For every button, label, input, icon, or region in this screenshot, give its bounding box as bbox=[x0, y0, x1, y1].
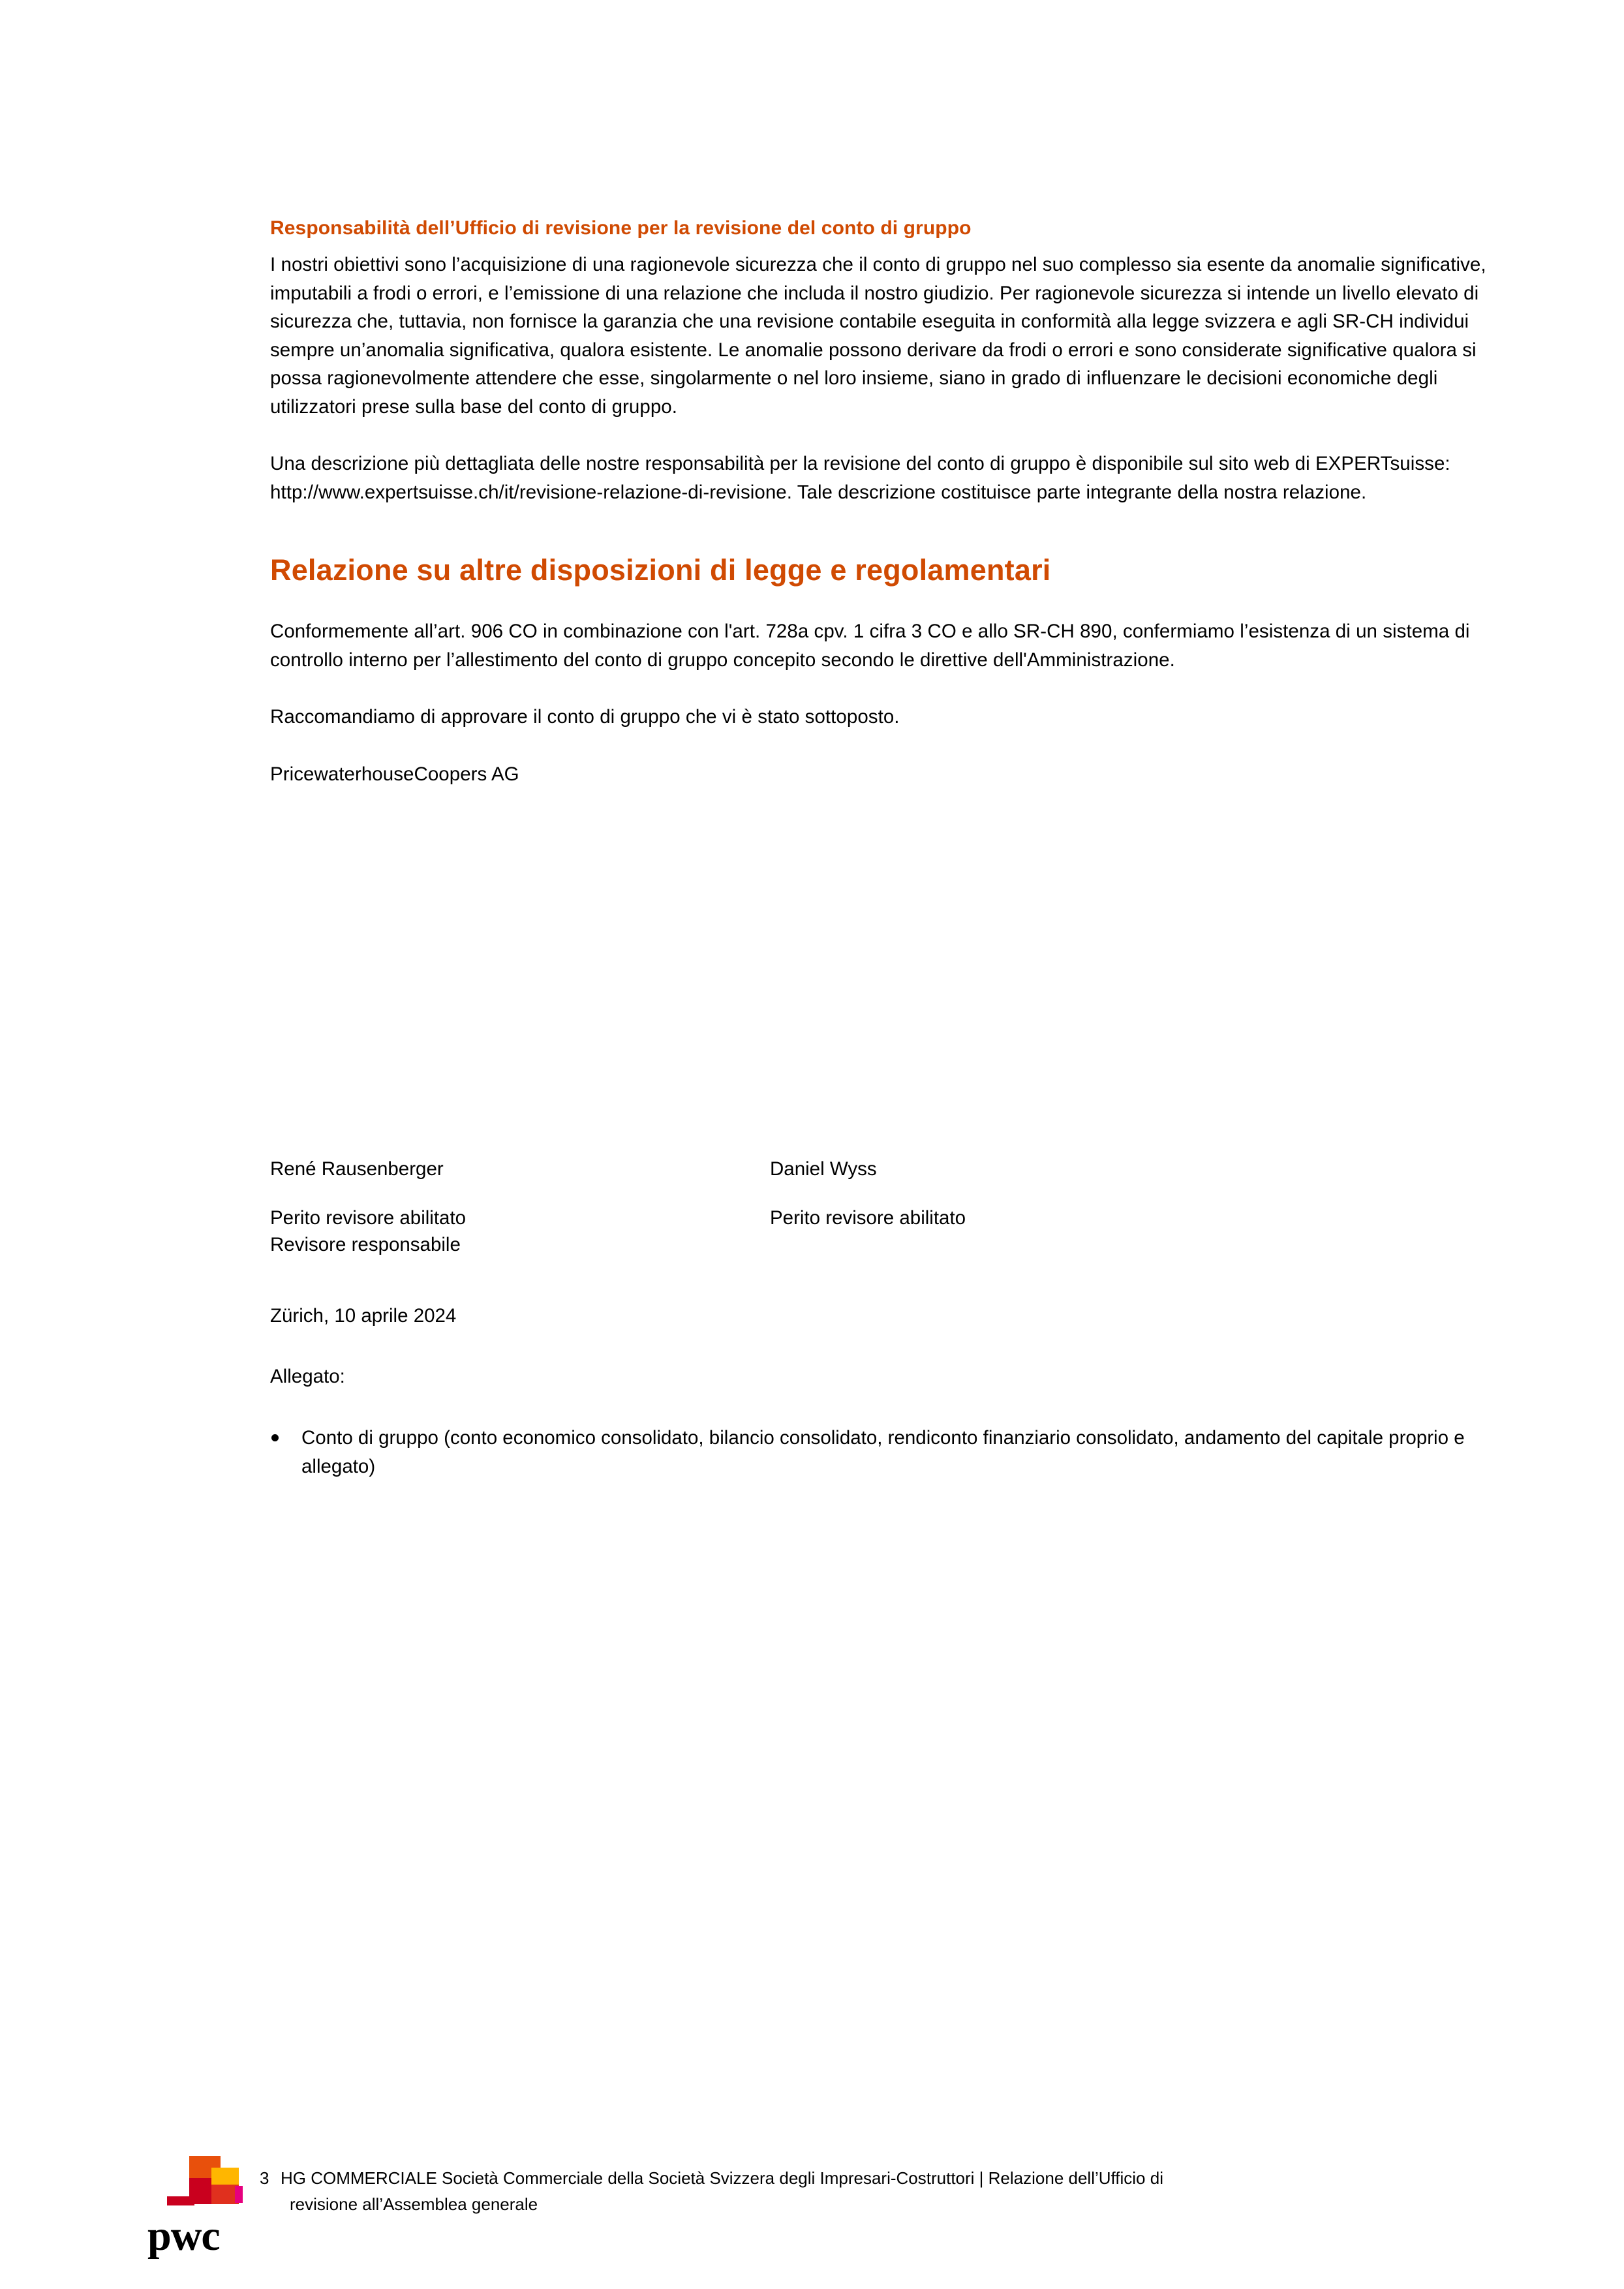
footer-line-2: revisione all’Assemblea generale bbox=[290, 2194, 538, 2214]
responsibility-paragraph-2: Una descrizione più dettagliata delle nostre responsabilità per la revisione del conto di gruppo è disponibile sul sito web di EXPERTsuisse: http://www.expertsuisse.ch/it/revisione-relazione-di-revisione. Tale descrizione costituisce parte integrante della nostra relazione. bbox=[270, 453, 1450, 503]
footer-text bbox=[260, 2165, 1539, 2217]
section-heading-other-provisions: Relazione su altre disposizioni di legge e regolamentari bbox=[270, 553, 1051, 587]
pwc-logo bbox=[147, 2152, 253, 2263]
other-provisions-paragraph-2: Raccomandiamo di approvare il conto di gruppo che vi è stato sottoposto. bbox=[270, 706, 900, 728]
paragraph-spacer-2 bbox=[270, 674, 1523, 703]
signature-column-2 bbox=[770, 1155, 1270, 1231]
heading-spacer bbox=[270, 589, 1523, 617]
other-provisions-paragraph-1: Conformemente all’art. 906 CO in combinazione con l'art. 728a cpv. 1 cifra 3 CO e allo SR-CH 890, confermiamo l’esistenza di un sistema di controllo interno per l’allestimento del conto di gruppo concepito secondo le direttive dell'Amministrazione. bbox=[270, 621, 1470, 671]
section-heading-responsibility: Responsabilità dell’Ufficio di revisione per la revisione del conto di gruppo bbox=[270, 217, 972, 239]
signatory-name-1: René Rausenberger bbox=[270, 1158, 444, 1180]
attachment-list bbox=[270, 1424, 1523, 1481]
signatory-name-2: Daniel Wyss bbox=[770, 1158, 877, 1180]
footer-line-1: HG COMMERCIALE Società Commerciale della Società Svizzera degli Impresari-Costruttori | Relazione dell’Ufficio di bbox=[281, 2168, 1163, 2188]
attachment-label: Allegato: bbox=[270, 1366, 345, 1387]
signatory-role-2-line-1: Perito revisore abilitato bbox=[770, 1206, 966, 1229]
date-line: Zürich, 10 aprile 2024 bbox=[270, 1305, 457, 1327]
signatory-role-1-line-2: Revisore responsabile bbox=[270, 1233, 461, 1255]
responsibility-paragraph-1: I nostri obiettivi sono l’acquisizione di una ragionevole sicurezza che il conto di gruppo nel suo complesso sia esente da anomalie significative, imputabili a frodi o errori, e l’emissione di una relazione che includa il nostro giudizio. Per ragionevole sicurezza si intende un livello elevato di sicurezza che, tuttavia, non fornisce la garanzia che una revisione contabile eseguita in conformità alla legge svizzera e agli SR-CH individui sempre un’anomalia significativa, qualora esistente. Le anomalie possono derivare da frodi o errori e sono considerate significative qualora si possa ragionevolmente attendere che esse, singolarmente o nel loro insieme, siano in grado di influenzare le decisioni economiche degli utilizzatori prese sulla base del conto di gruppo. bbox=[270, 254, 1486, 418]
signature-column-1 bbox=[270, 1155, 770, 1258]
pwc-wordmark: pwc bbox=[147, 2212, 220, 2260]
signature-block bbox=[270, 1155, 1523, 1258]
paragraph-spacer bbox=[270, 421, 1523, 450]
pwc-logo-mark-icon bbox=[155, 2152, 253, 2217]
bullet-icon bbox=[271, 1434, 279, 1441]
signature-row bbox=[270, 1155, 1523, 1258]
section-spacer bbox=[270, 506, 1523, 552]
signatory-role-1-line-1: Perito revisore abilitato bbox=[270, 1206, 467, 1229]
main-content bbox=[270, 215, 1523, 788]
audit-firm-name: PricewaterhouseCoopers AG bbox=[270, 763, 519, 785]
list-item bbox=[270, 1424, 1523, 1481]
page-footer bbox=[0, 2147, 1624, 2289]
paragraph-spacer-3 bbox=[270, 731, 1523, 760]
attachment-item-text: Conto di gruppo (conto economico consolidato, bilancio consolidato, rendiconto finanziario consolidato, andamento del capitale proprio e allegato) bbox=[301, 1427, 1465, 1477]
page-number: 3 bbox=[260, 2168, 269, 2188]
